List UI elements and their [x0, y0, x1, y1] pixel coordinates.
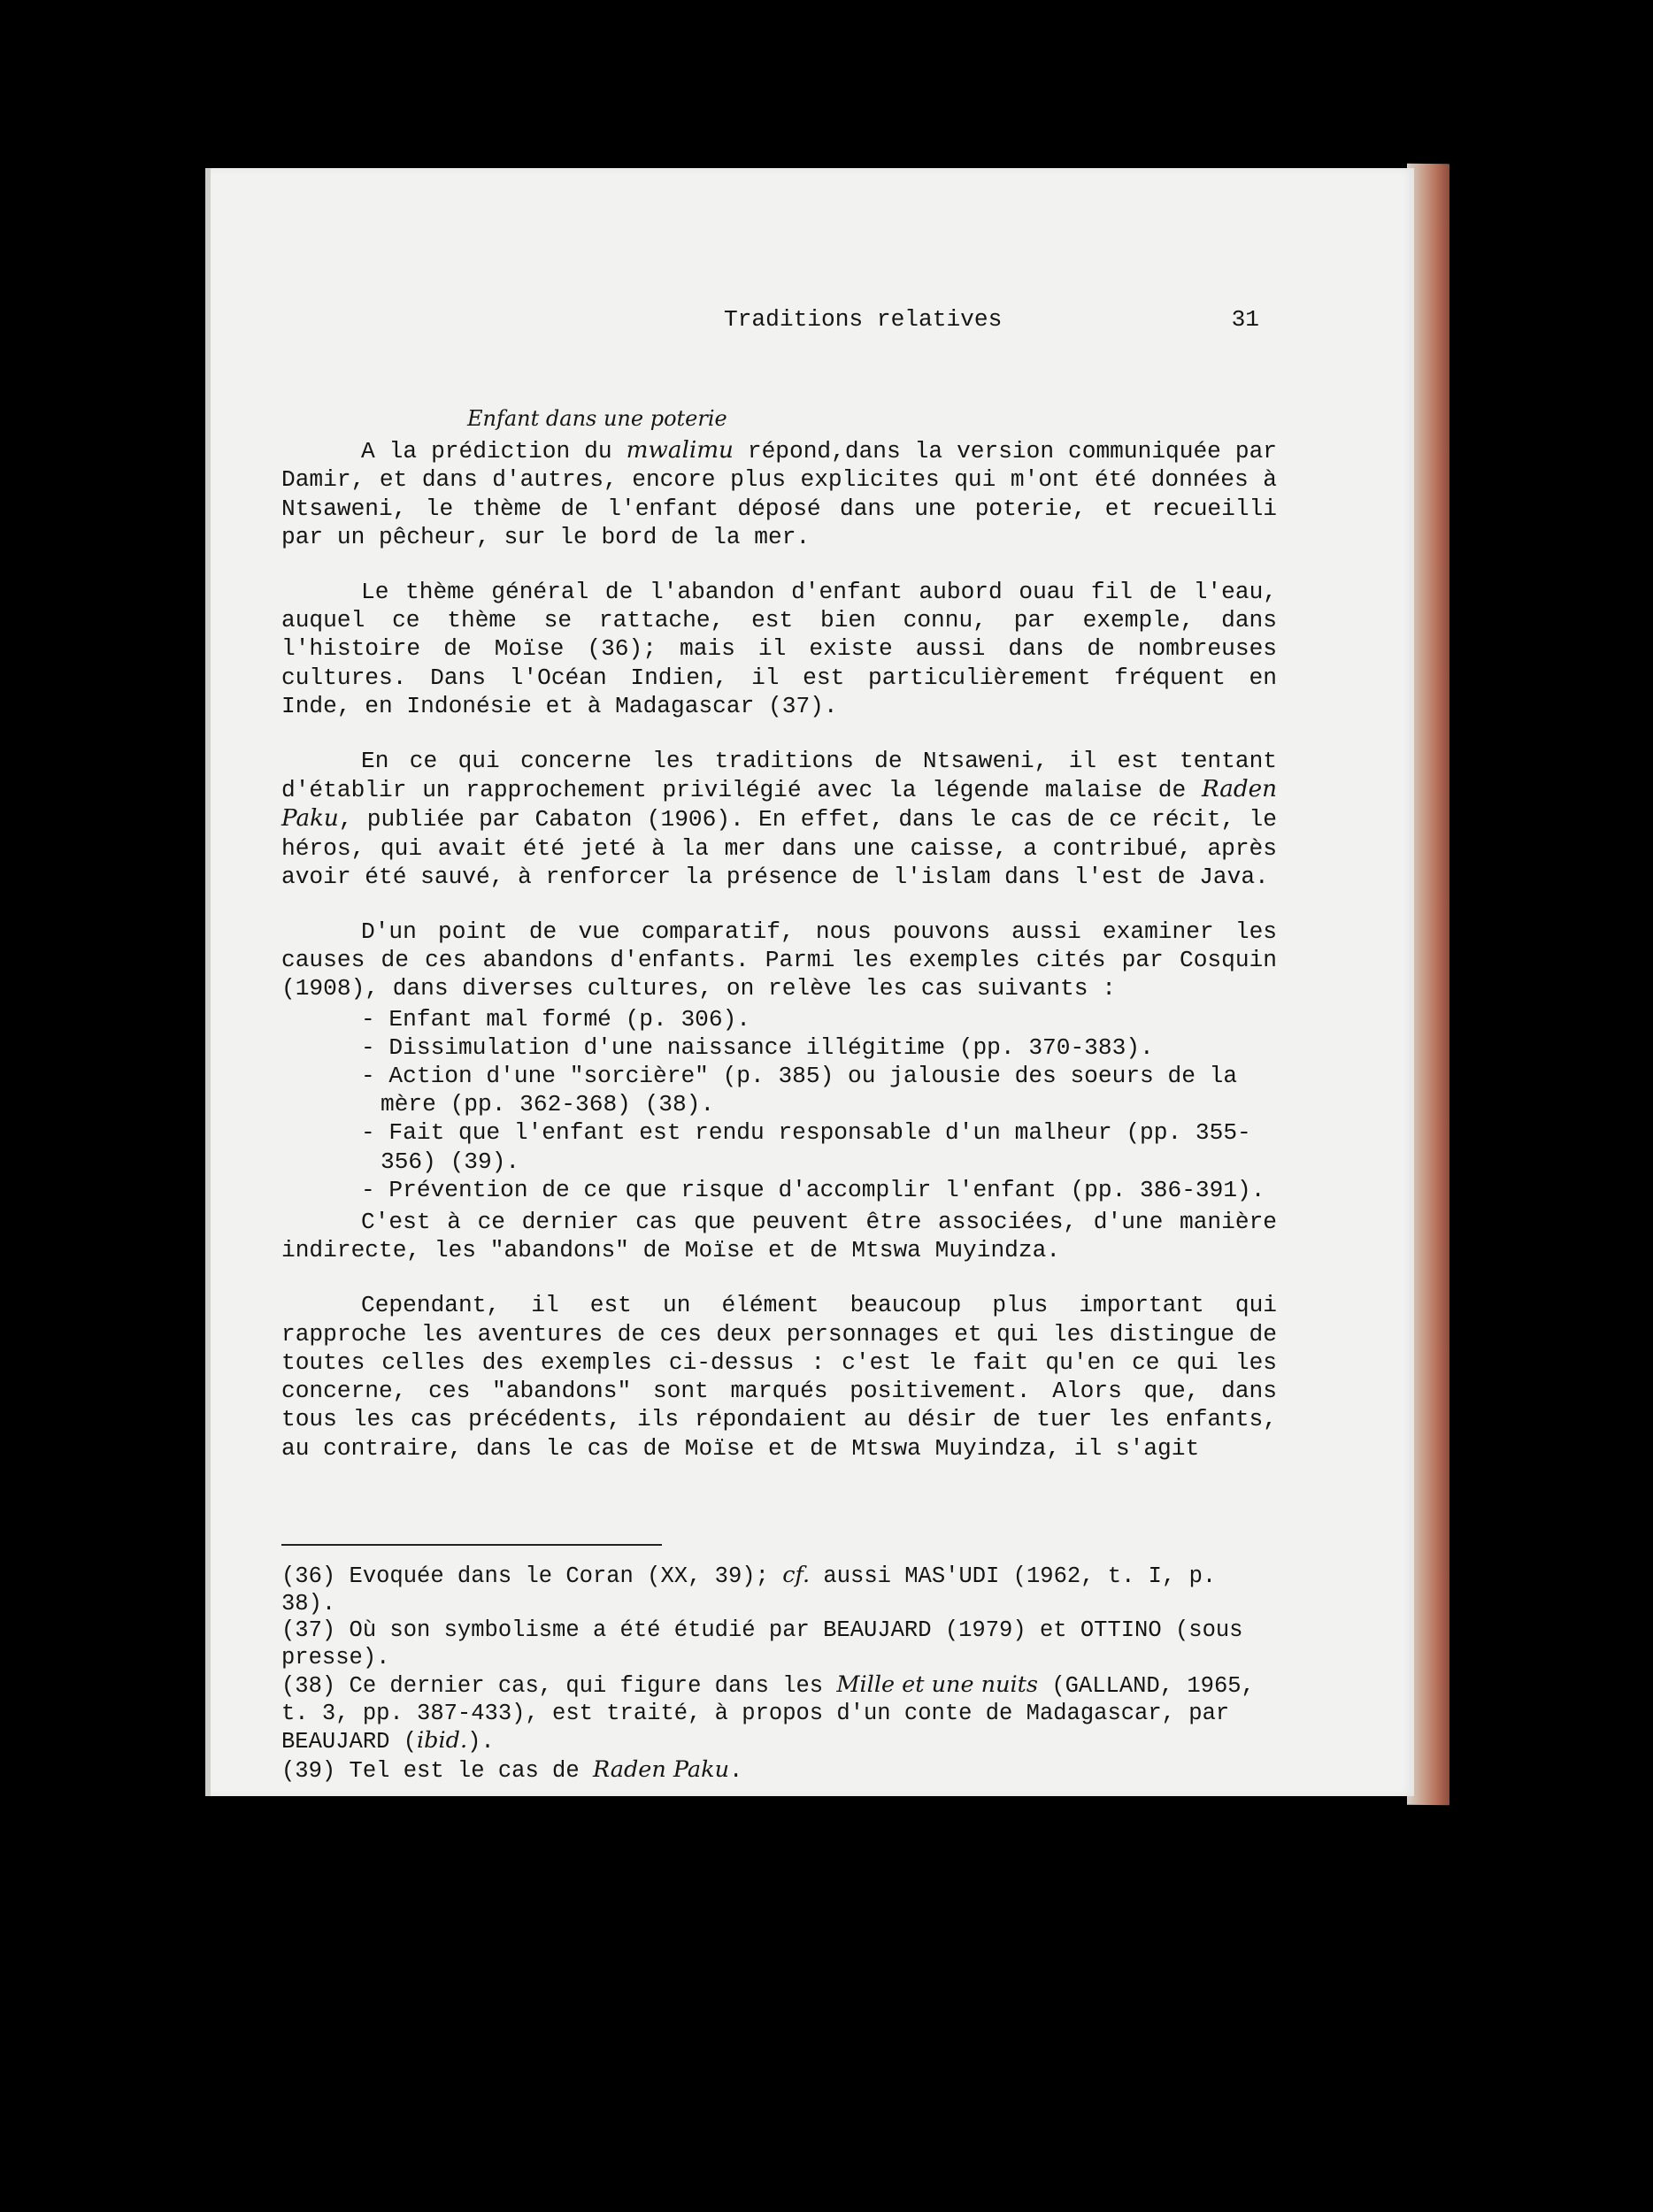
footnote-39-text-b: . — [729, 1757, 743, 1784]
page-header — [281, 305, 1277, 341]
section-title: Enfant dans une poterie — [467, 406, 727, 431]
term-cf: cf. — [782, 1562, 811, 1588]
paragraph-1-text-b: répond,dans la version communiquée par Damir, et dans d'autres, encore plus explicites qui m'ont été données à Ntsaweni, le thème de l'enfant déposé dans une poterie, et recueilli par un pêcheur, sur le bord de la mer. — [281, 438, 1278, 550]
footnote-39 — [281, 1756, 1277, 1786]
footnote-36-text-a: (36) Evoquée dans le Coran (XX, 39); — [281, 1563, 783, 1589]
list-item: - Enfant mal formé (p. 306). — [361, 1005, 751, 1033]
list-item: - Prévention de ce que risque d'accomplir l'enfant (pp. 386-391). — [361, 1176, 1265, 1203]
paragraph-1-text-a: A la prédiction du — [361, 438, 627, 465]
term-raden-paku-footnote: Raden Paku — [592, 1755, 729, 1783]
footnote-38-text-a: (38) Ce dernier cas, qui figure dans les — [281, 1673, 837, 1699]
footnote-separator — [281, 1544, 662, 1546]
list-item: - Dissimulation d'une naissance illégitime (pp. 370-383). — [361, 1033, 1154, 1061]
page-number: 31 — [1231, 306, 1259, 333]
footnote-38 — [281, 1671, 1277, 1756]
body-text — [281, 404, 1277, 1489]
term-ibid: ibid. — [417, 1727, 468, 1754]
footnote-39-text-a: (39) Tel est le cas de — [281, 1757, 593, 1784]
term-raden-paku: Raden Paku — [281, 776, 1277, 833]
list-item: - Fait que l'enfant est rendu responsable d'un malheur (pp. 355-356) (39). — [361, 1119, 1251, 1175]
term-mille-et-une-nuits: Mille et une nuits — [836, 1671, 1039, 1698]
footnote-38-text-b: (GALLAND, 1965, t. 3, pp. 387-433), est traité, à propos d'un conte de Madagascar, par BEAUJARD ( — [281, 1673, 1255, 1755]
running-head: Traditions relatives — [724, 306, 1003, 333]
paragraph-5: C'est à ce dernier cas que peuvent être associées, d'une manière indirecte, les "abandons" de Moïse et de Mtswa Muyindza. — [281, 1209, 1277, 1264]
footnotes — [281, 1562, 1277, 1785]
footnote-37: (37) Où son symbolisme a été étudié par BEAUJARD (1979) et OTTINO (sous presse). — [281, 1617, 1243, 1671]
paragraph-4: D'un point de vue comparatif, nous pouvons aussi examiner les causes de ces abandons d'enfants. Parmi les exemples cités par Cosquin (1908), dans diverses cultures, on relève les cas suivants : — [281, 918, 1277, 1002]
footnote-36 — [281, 1562, 1277, 1617]
footnote-36-text-b: aussi MAS'UDI (1962, t. I, p. 38). — [281, 1563, 1217, 1617]
paragraph-3-text-b: , publiée par Cabaton (1906). En effet, dans le cas de ce récit, le héros, qui avait été jeté à la mer dans une caisse, a contribué, après avoir été sauvé, à renforcer la présence de l'islam dans l'est de Java. — [281, 806, 1277, 890]
cases-list — [281, 1005, 1277, 1204]
list-item: - Action d'une "sorcière" (p. 385) ou jalousie des soeurs de la mère (pp. 362-368) (38). — [361, 1063, 1238, 1118]
paragraph-3-text-a: En ce qui concerne les traditions de Ntsaweni, il est tentant d'établir un rapprochement privilégié avec la légende malaise de — [281, 748, 1277, 804]
paragraph-2: Le thème général de l'abandon d'enfant aubord ouau fil de l'eau, auquel ce thème se rattache, est bien connu, par exemple, dans l'histoire de Moïse (36); mais il existe aussi dans de nombreuses cultures. Dans l'Océan Indien, il est particulièrement fréquent en Inde, en Indonésie et à Madagascar (37). — [281, 579, 1277, 719]
paragraph-3 — [281, 747, 1277, 891]
paragraph-6: Cependant, il est un élément beaucoup plus important qui rapproche les aventures de ces deux personnages et qui les distingue de toutes celles des exemples ci-dessus : c'est le fait qu'en ce qui les concerne, ces "abandons" sont marqués positivement. Alors que, dans tous les cas précédents, ils répondaient au désir de tuer les enfants, au contraire, dans le cas de Moïse et de Mtswa Muyindza, il s'agit — [281, 1292, 1277, 1462]
paragraph-1 — [281, 436, 1277, 551]
term-mwalimu: mwalimu — [626, 437, 734, 465]
footnote-38-text-c: ). — [467, 1729, 495, 1755]
